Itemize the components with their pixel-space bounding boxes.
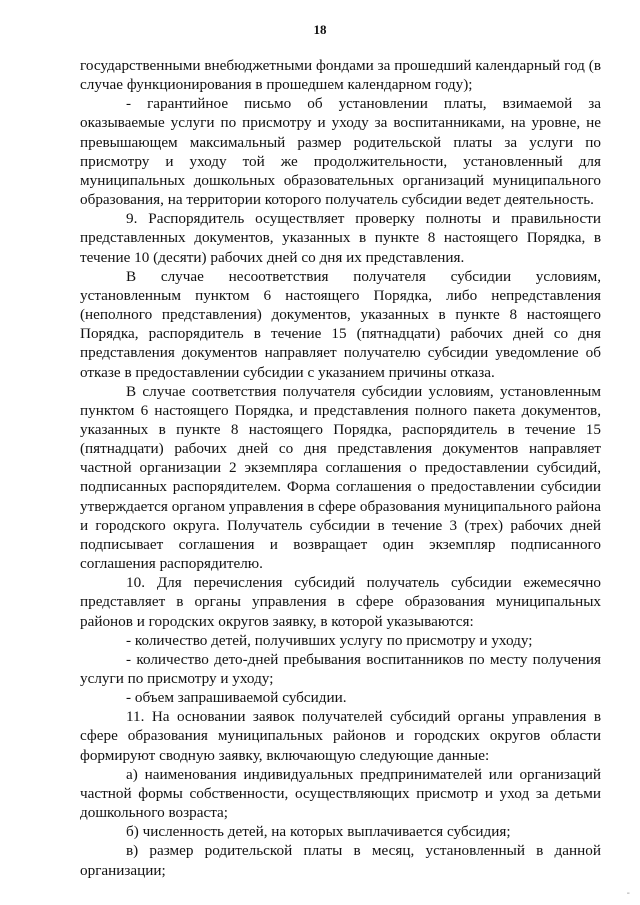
document-body [80,56,601,880]
paragraph: - гарантийное письмо об установлении платы, взимаемой за оказываемые услуги по присмотру и уходу за воспитанниками, на уровне, не превышающем максимальный размер родительской платы за услуги по присмотру и уходу той же продолжительности, установленный для муниципальных дошкольных образовательных организаций муниципального образования, на территории которого получатель субсидии ведет деятельность. [80,95,601,209]
corner-mark: - [626,888,630,899]
paragraph: 10. Для перечисления субсидий получатель субсидии ежемесячно представляет в органы управления в сфере образования муниципальных районов и городских округов заявку, в которой указываются: [80,574,601,630]
paragraph: в) размер родительской платы в месяц, установленный в данной организации; [80,842,601,879]
paragraph: В случае несоответствия получателя субсидии условиям, установленным пунктом 6 настоящего Порядка, либо непредставления (неполного представления) документов, указанных в пункте 8 настоящего Порядка, распорядитель в течение 15 (пятнадцати) рабочих дней со дня представления документов направляет получателю субсидии уведомление об отказе в предоставлении субсидии с указанием причины отказа. [80,267,601,381]
paragraph: - количество детей, получивших услугу по присмотру и уходу; [126,631,533,649]
paragraph: б) численность детей, на которых выплачивается субсидия; [126,823,511,841]
paragraph: а) наименования индивидуальных предпринимателей или организаций частной формы собственности, осуществляющих присмотр и уход за детьми дошкольного возраста; [80,765,601,822]
paragraph: В случае соответствия получателя субсидии условиям, установленным пунктом 6 настоящего Порядка, и представления полного пакета документов, указанных в пункте 8 настоящего Порядка, распорядитель в течение 15 (пятнадцати) рабочих дней со дня представления документов направляет частной организации 2 экземпляра соглашения о предоставлении субсидий, подписанных распорядителем. Форма соглашения о предоставлении субсидии утверждается органом управления в сфере образования муниципального района и городского округа. Получатель субсидии в течение 3 (трех) рабочих дней подписывает соглашения и возвращает один экземпляр подписанного соглашения распорядителю. [80,382,601,573]
paragraph: государственными внебюджетными фондами за прошедший календарный год (в случае функционирования в прошедшем календарном году); [80,57,601,94]
paragraph: - количество дето-дней пребывания воспитанников по месту получения услуги по присмотру и уходу; [80,650,601,687]
paragraph: 9. Распорядитель осуществляет проверку полноты и правильности представленных документов, указанных в пункте 8 настоящего Порядка, в течение 10 (десяти) рабочих дней со дня их представления. [80,210,601,266]
page-number: 18 [313,22,327,37]
paragraph: 11. На основании заявок получателей субсидий органы управления в сфере образования муниципальных районов и городских округов области формируют сводную заявку, включающую следующие данные: [80,708,601,764]
paragraph: - объем запрашиваемой субсидии. [126,689,347,707]
